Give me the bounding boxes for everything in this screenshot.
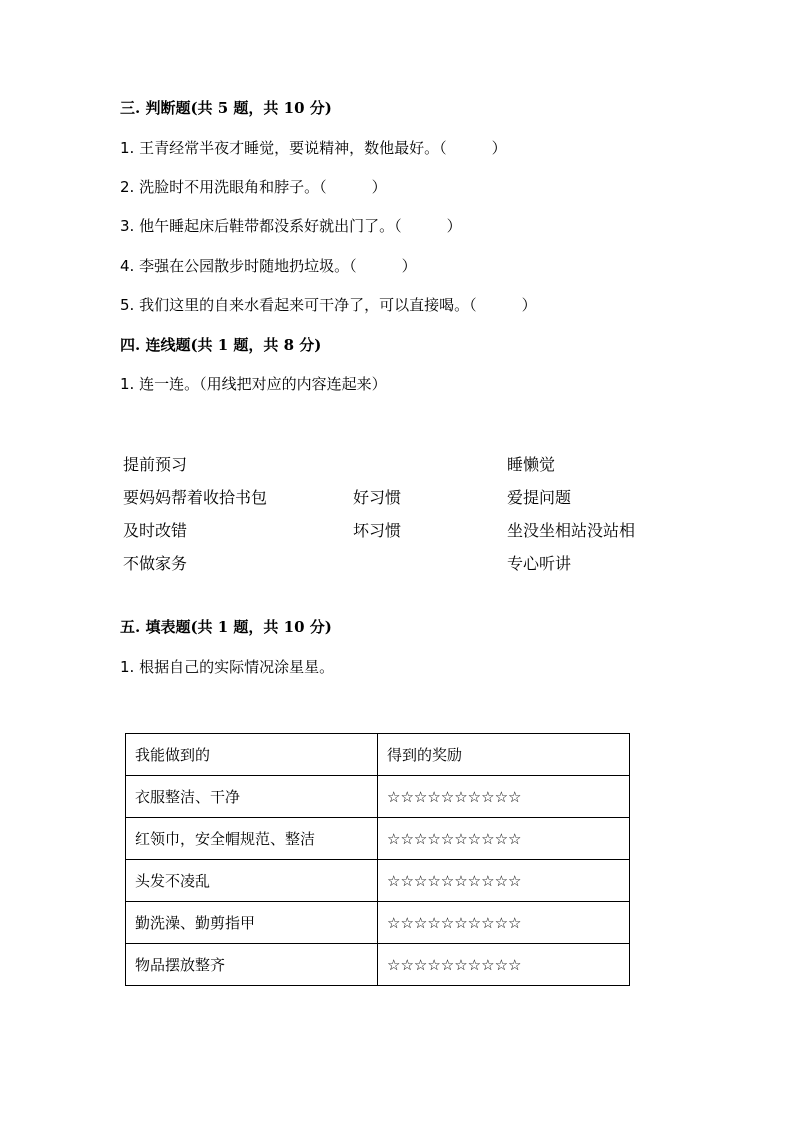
- section4-heading: 四. 连线题(共 1 题，共 8 分): [120, 336, 322, 354]
- table-row: [126, 860, 630, 902]
- tf-question-4: 4. 李强在公园散步时随地扔垃圾。（ ）: [120, 257, 417, 275]
- star-rating[interactable]: ☆☆☆☆☆☆☆☆☆☆: [378, 944, 630, 986]
- match-left-item-3: 及时改错: [123, 521, 188, 540]
- table-row: [126, 902, 630, 944]
- star-rating[interactable]: ☆☆☆☆☆☆☆☆☆☆: [378, 902, 630, 944]
- match-right-item-4: 专心听讲: [507, 554, 572, 573]
- match-middle-item-1: 好习惯: [353, 488, 402, 507]
- match-left-item-4: 不做家务: [123, 554, 188, 573]
- table-cell-item: 物品摆放整齐: [126, 944, 378, 986]
- table-header-reward: 得到的奖励: [378, 734, 630, 776]
- star-rating[interactable]: ☆☆☆☆☆☆☆☆☆☆: [378, 776, 630, 818]
- table-question: 1. 根据自己的实际情况涂星星。: [120, 658, 335, 676]
- section5-heading: 五. 填表题(共 1 题，共 10 分): [120, 618, 332, 636]
- table-header-can-do: 我能做到的: [126, 734, 378, 776]
- match-right-item-3: 坐没坐相站没站相: [507, 521, 636, 540]
- section3-heading: 三. 判断题(共 5 题，共 10 分): [120, 99, 332, 117]
- tf-question-5: 5. 我们这里的自来水看起来可干净了，可以直接喝。（ ）: [120, 296, 537, 314]
- match-right-item-1: 睡懒觉: [507, 455, 556, 474]
- tf-question-3: 3. 他午睡起床后鞋带都没系好就出门了。（ ）: [120, 217, 462, 235]
- star-rating[interactable]: ☆☆☆☆☆☆☆☆☆☆: [378, 818, 630, 860]
- table-header-row: [126, 734, 630, 776]
- table-row: [126, 776, 630, 818]
- reward-table: [125, 733, 630, 986]
- table-cell-item: 红领巾，安全帽规范、整洁: [126, 818, 378, 860]
- table-row: [126, 818, 630, 860]
- match-left-item-2: 要妈妈帮着收拾书包: [123, 488, 268, 507]
- match-left-item-1: 提前预习: [123, 455, 188, 474]
- table-row: [126, 944, 630, 986]
- tf-question-2: 2. 洗脸时不用洗眼角和脖子。（ ）: [120, 178, 387, 196]
- table-cell-item: 衣服整洁、干净: [126, 776, 378, 818]
- match-right-item-2: 爱提问题: [507, 488, 572, 507]
- match-middle-item-2: 坏习惯: [353, 521, 402, 540]
- matching-question: 1. 连一连。（用线把对应的内容连起来）: [120, 375, 387, 393]
- table-cell-item: 头发不凌乱: [126, 860, 378, 902]
- tf-question-1: 1. 王青经常半夜才睡觉，要说精神，数他最好。（ ）: [120, 139, 507, 157]
- star-rating[interactable]: ☆☆☆☆☆☆☆☆☆☆: [378, 860, 630, 902]
- table-cell-item: 勤洗澡、勤剪指甲: [126, 902, 378, 944]
